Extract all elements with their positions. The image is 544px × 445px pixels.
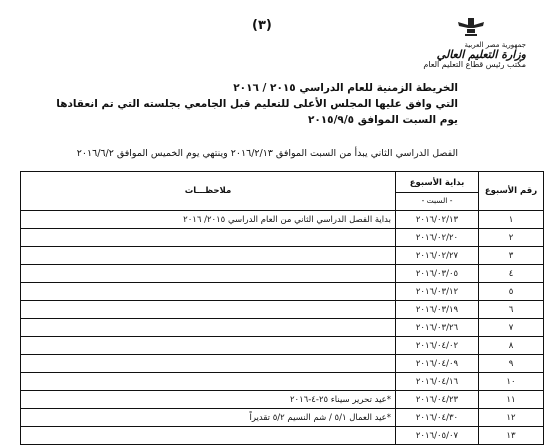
week-number-cell: ٦ (479, 301, 544, 319)
header-week-start-label: بداية الأسبوع (396, 178, 478, 193)
notes-cell (21, 283, 396, 301)
week-number-cell: ٨ (479, 337, 544, 355)
table-row (21, 319, 544, 337)
week-number-cell: ١٣ (479, 427, 544, 445)
header-week-start-day: - السبت - (421, 195, 453, 205)
notes-cell (21, 337, 396, 355)
semester-note: الفصل الدراسي الثاني يبدأ من السبت الموافق ٢٠١٦/٢/١٣ وينتهي يوم الخميس الموافق ٢٠١٦/٦/٢ (76, 148, 458, 159)
week-start-date-cell: ٢٠١٦/٠٤/١٦ (396, 373, 479, 391)
week-start-date-cell: ٢٠١٦/٠٤/٠٩ (396, 355, 479, 373)
table-row (21, 283, 544, 301)
table-row (21, 337, 544, 355)
week-start-date-cell: ٢٠١٦/٠٤/٢٣ (396, 391, 479, 409)
week-number-cell: ١٢ (479, 409, 544, 427)
table-row (21, 211, 544, 229)
week-number-cell: ٣ (479, 247, 544, 265)
week-number-cell: ١ (479, 211, 544, 229)
table-row (21, 265, 544, 283)
table-row (21, 355, 544, 373)
header-notes: ملاحظـــات (21, 172, 396, 211)
table-row (21, 391, 544, 409)
week-start-date-cell: ٢٠١٦/٠٥/٠٧ (396, 427, 479, 445)
week-start-date-cell: ٢٠١٦/٠٢/٢٠ (396, 229, 479, 247)
week-start-date-cell: ٢٠١٦/٠٣/١٢ (396, 283, 479, 301)
ministry-line-1: جمهورية مصر العربية (464, 41, 526, 49)
table-row (21, 373, 544, 391)
notes-cell (21, 247, 396, 265)
schedule-table (20, 171, 544, 445)
notes-cell (21, 301, 396, 319)
table-row (21, 229, 544, 247)
header-week-number: رقم الأسبوع (479, 172, 544, 211)
week-number-cell: ٩ (479, 355, 544, 373)
header-week-start (396, 172, 479, 211)
notes-cell (21, 265, 396, 283)
table-body (21, 211, 544, 445)
week-start-date-cell: ٢٠١٦/٠٣/٢٦ (396, 319, 479, 337)
table-header-row (21, 172, 544, 211)
week-number-cell: ١١ (479, 391, 544, 409)
week-start-date-cell: ٢٠١٦/٠٤/٣٠ (396, 409, 479, 427)
table-row (21, 301, 544, 319)
notes-cell (21, 427, 396, 445)
week-number-cell: ٤ (479, 265, 544, 283)
week-start-date-cell: ٢٠١٦/٠٢/٢٧ (396, 247, 479, 265)
table-row (21, 247, 544, 265)
eagle-seal-icon (456, 16, 486, 38)
week-number-cell: ١٠ (479, 373, 544, 391)
week-start-date-cell: ٢٠١٦/٠٢/١٣ (396, 211, 479, 229)
table-row (21, 409, 544, 427)
title-line-3: يوم السبت الموافق ٢٠١٥/٩/٥ (307, 114, 458, 126)
notes-cell: *عيد تحرير سيناء ٢٥-٤-٢٠١٦ (21, 391, 396, 409)
ministry-line-2: وزارة التعليم العالي (436, 48, 526, 61)
week-number-cell: ٢ (479, 229, 544, 247)
notes-cell (21, 373, 396, 391)
notes-cell (21, 229, 396, 247)
title-line-1: الخريطة الزمنية للعام الدراسي ٢٠١٥ / ٢٠١٦ (233, 82, 458, 94)
ministry-line-3: مكتب رئيس قطاع التعليم العام (423, 60, 526, 69)
week-number-cell: ٥ (479, 283, 544, 301)
week-number-cell: ٧ (479, 319, 544, 337)
notes-cell (21, 355, 396, 373)
notes-cell: بداية الفصل الدراسي الثاني من العام الدراسي ٢٠١٥/ ٢٠١٦ (21, 211, 396, 229)
table-row (21, 427, 544, 445)
week-start-date-cell: ٢٠١٦/٠٣/٠٥ (396, 265, 479, 283)
week-start-date-cell: ٢٠١٦/٠٤/٠٢ (396, 337, 479, 355)
document-titles (56, 80, 458, 128)
week-start-date-cell: ٢٠١٦/٠٣/١٩ (396, 301, 479, 319)
notes-cell: *عيد العمال ٥/١ / شم النسيم ٥/٢ تقديراً (21, 409, 396, 427)
ministry-header (423, 40, 526, 70)
title-line-2: التي وافق عليها المجلس الأعلى للتعليم قبل الجامعي بجلسته التي تم انعقادها (56, 98, 458, 110)
notes-cell (21, 319, 396, 337)
page-number: (٣) (252, 18, 272, 33)
